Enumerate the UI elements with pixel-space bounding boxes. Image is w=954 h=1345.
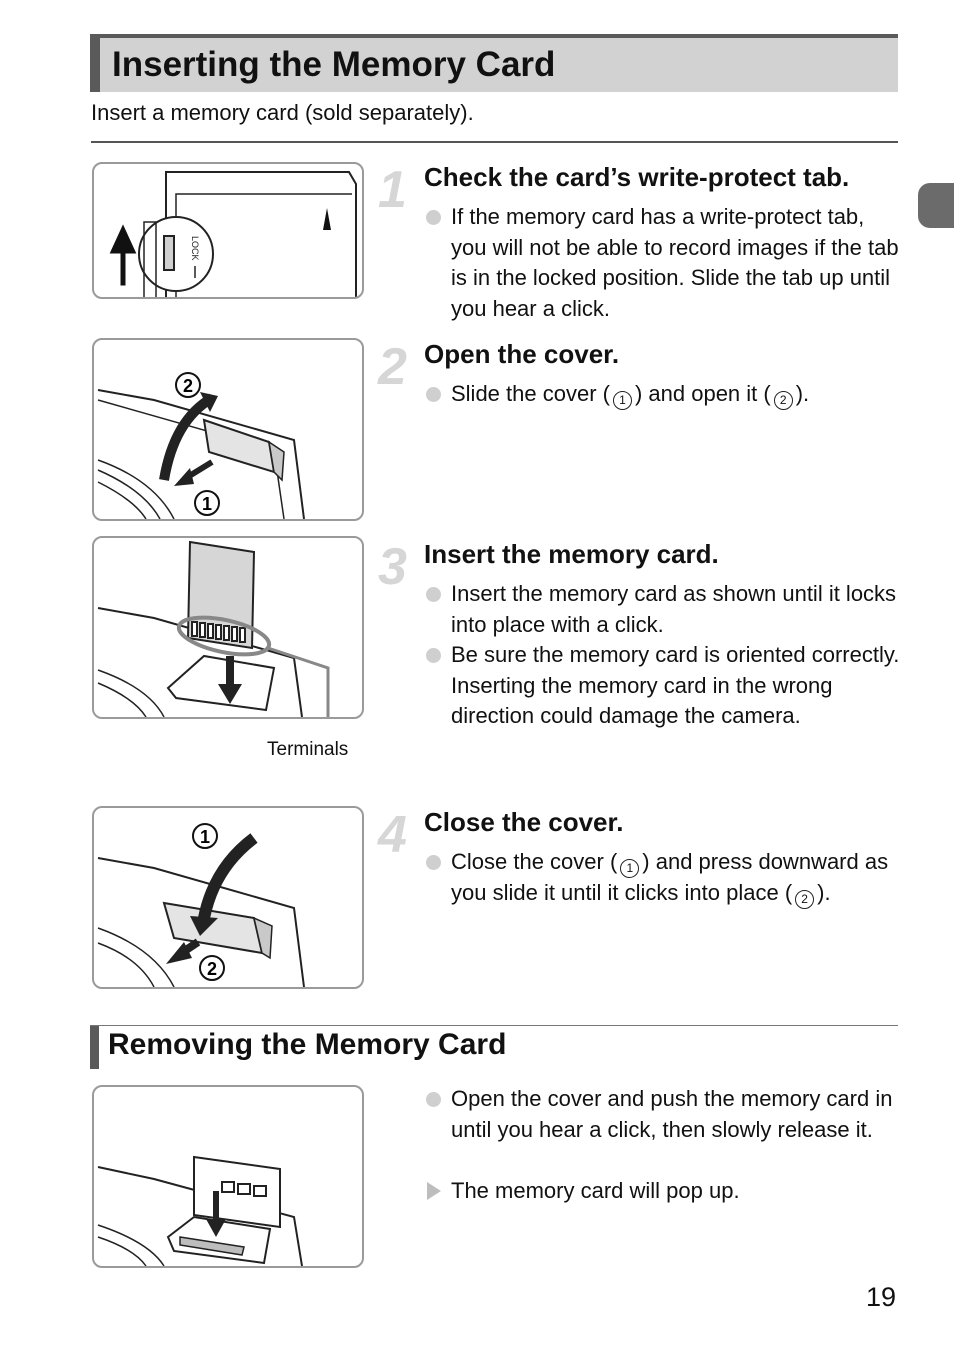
step-4-number: 4 — [378, 806, 407, 864]
page-number: 19 — [866, 1282, 897, 1312]
step-3-bullet-1: Insert the memory card as shown until it locks into place with a click. — [426, 579, 901, 640]
section-title-bar — [90, 1025, 898, 1069]
step-3-heading: Insert the memory card. — [424, 539, 719, 569]
step-2-number: 2 — [378, 338, 407, 396]
bullet-dot — [426, 855, 441, 870]
step-3-figure — [92, 536, 364, 719]
page-title-bar — [90, 34, 898, 92]
bullet-dot — [426, 210, 441, 225]
step-3-number: 3 — [378, 538, 407, 596]
svg-text:2: 2 — [182, 376, 194, 396]
step-4-figure — [92, 806, 364, 989]
step-1-bullet: If the memory card has a write-protect tab, you will not be able to record images if the tab is in the locked position. Slide the tab up until you hear a click. — [426, 202, 901, 324]
terminals-caption: Terminals — [267, 739, 349, 760]
bullet-dot — [426, 587, 441, 602]
chapter-tab — [918, 183, 954, 228]
marker-2: 2 — [774, 391, 793, 410]
step-2-bullet: Slide the cover ( 1 ) and open it ( 2 ). — [426, 379, 901, 410]
marker-2: 2 — [795, 890, 814, 909]
bullet-dot — [426, 648, 441, 663]
marker-1: 1 — [620, 859, 639, 878]
bullet-dot — [426, 1092, 441, 1107]
step-1-heading: Check the card’s write-protect tab. — [424, 162, 850, 192]
intro-text: Insert a memory card (sold separately). — [91, 100, 474, 125]
svg-text:1: 1 — [201, 494, 213, 514]
result-arrow-icon — [427, 1182, 441, 1200]
marker-1: 1 — [613, 391, 632, 410]
page-title: Inserting the Memory Card — [112, 45, 556, 84]
svg-text:1: 1 — [199, 827, 211, 847]
divider — [91, 141, 898, 143]
lock-label: LOCK — [190, 236, 200, 261]
step-2-heading: Open the cover. — [424, 339, 620, 369]
step-3-bullet-2: Be sure the memory card is oriented correctly. Inserting the memory card in the wrong direction could damage the camera. — [426, 640, 901, 732]
removing-figure — [92, 1085, 364, 1268]
step-1-number: 1 — [378, 161, 407, 219]
step-1-figure — [92, 162, 364, 299]
step-4-bullet: Close the cover ( 1 ) and press downward as you slide it until it clicks into place ( 2 ). — [426, 847, 901, 909]
step-4-heading: Close the cover. — [424, 807, 624, 837]
svg-text:2: 2 — [206, 959, 218, 979]
removing-bullet: Open the cover and push the memory card in until you hear a click, then slowly release it. — [426, 1084, 901, 1145]
removing-result: The memory card will pop up. — [426, 1176, 901, 1207]
section-title: Removing the Memory Card — [108, 1028, 507, 1061]
bullet-dot — [426, 387, 441, 402]
step-2-figure — [92, 338, 364, 521]
